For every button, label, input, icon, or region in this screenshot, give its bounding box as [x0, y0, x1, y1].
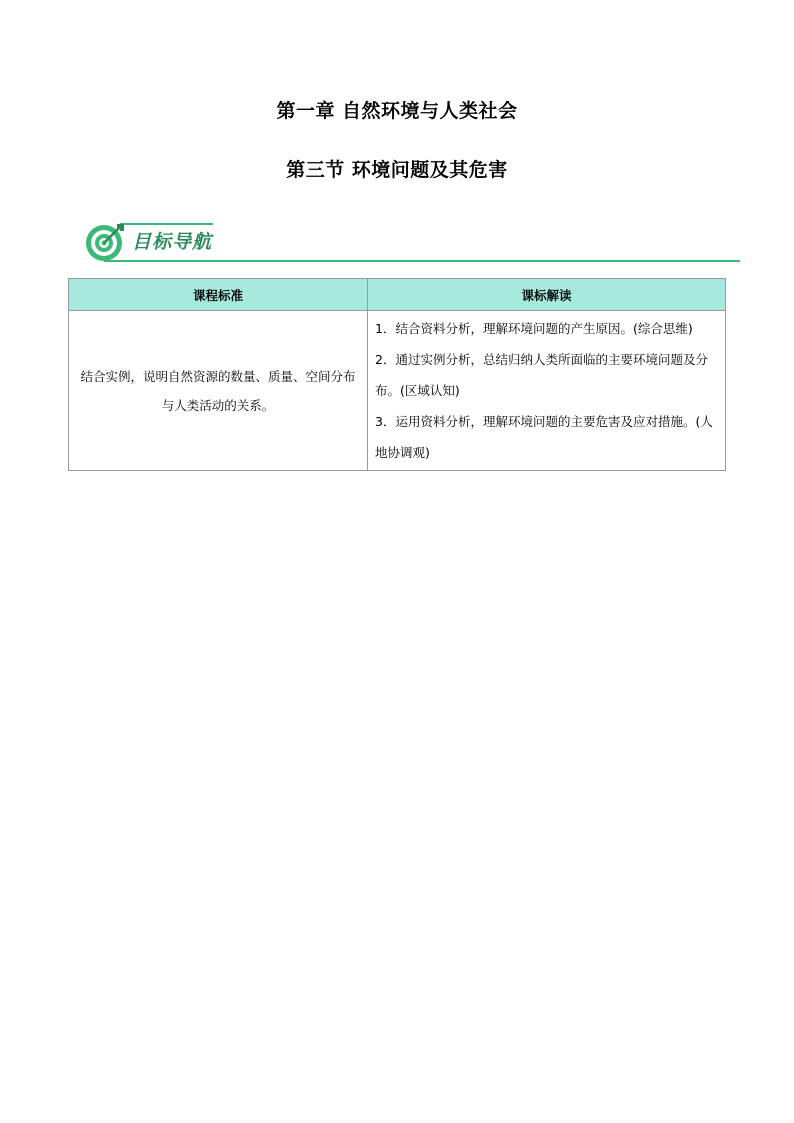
- curriculum-standards-table: [68, 278, 726, 471]
- target-icon: [84, 220, 128, 264]
- banner-label: 目标导航: [132, 231, 213, 253]
- banner-bottom-line: [104, 260, 740, 262]
- interpretation-item: 3．运用资料分析，理解环境问题的主要危害及应对措施。(人地协调观): [375, 414, 713, 460]
- interpretation-item: 2．通过实例分析，总结归纳人类所面临的主要环境问题及分布。(区域认知): [375, 352, 708, 398]
- section-title: 第三节 环境问题及其危害: [286, 159, 508, 181]
- chapter-title: 第一章 自然环境与人类社会: [276, 100, 518, 122]
- interpretation-item: 1．结合资料分析，理解环境问题的产生原因。(综合思维): [375, 321, 693, 336]
- banner-top-line: [120, 223, 213, 225]
- table-row: [69, 311, 726, 471]
- goal-navigation-banner: [84, 220, 740, 266]
- table-header-row: [69, 279, 726, 311]
- header-standard-interpretation: 课标解读: [368, 279, 726, 311]
- header-curriculum-standard: 课程标准: [69, 279, 368, 311]
- interpretation-cell: [368, 311, 726, 471]
- standard-cell: 结合实例，说明自然资源的数量、质量、空间分布与人类活动的关系。: [69, 311, 368, 471]
